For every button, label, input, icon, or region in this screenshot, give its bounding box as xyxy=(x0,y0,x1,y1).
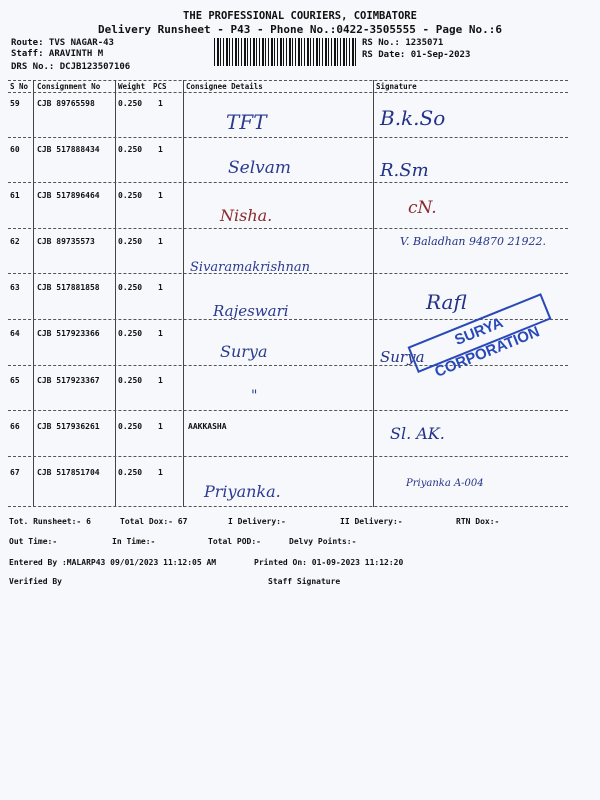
staff-signature: Staff Signature xyxy=(268,577,341,586)
runsheet-title: Delivery Runsheet - P43 - Phone No.:0422-3505555 - Page No.:6 xyxy=(98,23,502,36)
row-consignee: TFT xyxy=(226,110,267,134)
row-weight: 0.250 xyxy=(118,283,143,292)
table-top-border xyxy=(8,80,568,81)
row-divider xyxy=(8,410,568,411)
row-consignment: CJB 517888434 xyxy=(37,145,100,154)
row-divider xyxy=(8,456,568,457)
col-divider xyxy=(373,80,374,507)
row-pcs: 1 xyxy=(158,376,163,385)
row-signature: V. Baladhan 94870 21922. xyxy=(400,235,546,248)
row-pcs: 1 xyxy=(158,99,163,108)
row-consignment: CJB 517851704 xyxy=(37,468,100,477)
row-weight: 0.250 xyxy=(118,376,143,385)
row-sno: 64 xyxy=(10,329,20,338)
row-consignee: Selvam xyxy=(228,158,292,178)
row-consignee: Rajeswari xyxy=(213,302,289,320)
row-pcs: 1 xyxy=(158,237,163,246)
delvy-points: Delvy Points:- xyxy=(289,537,357,546)
col-header-weight: Weight xyxy=(118,82,146,91)
rtn-dox: RTN Dox:- xyxy=(456,517,500,526)
row-consignee: Sivaramakrishnan xyxy=(190,260,310,275)
row-consignee: " xyxy=(251,388,258,404)
tot-runsheet: Tot. Runsheet:- 6 xyxy=(9,517,91,526)
row-consignment: CJB 517923366 xyxy=(37,329,100,338)
row-sno: 59 xyxy=(10,99,20,108)
row-consignee: Priyanka. xyxy=(204,482,281,501)
row-sno: 62 xyxy=(10,237,20,246)
row-weight: 0.250 xyxy=(118,329,143,338)
row-consignee: Nisha. xyxy=(220,206,273,225)
table-bottom-border xyxy=(8,506,568,507)
row-divider xyxy=(8,137,568,138)
total-pod: Total POD:- xyxy=(208,537,261,546)
row-consignment: CJB 517881858 xyxy=(37,283,100,292)
col-header-pcs: PCS xyxy=(153,82,167,91)
barcode xyxy=(214,38,357,66)
printed-on: Printed On: 01-09-2023 11:12:20 xyxy=(254,558,404,567)
row-weight: 0.250 xyxy=(118,468,143,477)
rs-number: RS No.: 1235071 xyxy=(362,38,444,48)
route-label: Route: TVS NAGAR-43 xyxy=(11,38,114,48)
row-divider xyxy=(8,228,568,229)
row-pcs: 1 xyxy=(158,283,163,292)
runsheet-table xyxy=(8,80,568,507)
row-sno: 66 xyxy=(10,422,20,431)
i-delivery: I Delivery:- xyxy=(228,517,286,526)
row-sno: 63 xyxy=(10,283,20,292)
row-signature: B.k.So xyxy=(380,106,446,130)
row-pcs: 1 xyxy=(158,329,163,338)
row-consignment: CJB 517936261 xyxy=(37,422,100,431)
col-divider xyxy=(115,80,116,507)
row-weight: 0.250 xyxy=(118,422,143,431)
row-signature: cN. xyxy=(408,198,437,218)
row-sno: 67 xyxy=(10,468,20,477)
in-time: In Time:- xyxy=(112,537,156,546)
total-dox: Total Dox:- 67 xyxy=(120,517,188,526)
row-signature: Priyanka A-004 xyxy=(406,478,484,489)
row-sno: 61 xyxy=(10,191,20,200)
drs-number: DRS No.: DCJB123507106 xyxy=(11,62,131,72)
rs-date: RS Date: 01-Sep-2023 xyxy=(362,50,471,60)
company-stamp: SURYA CORPORATION xyxy=(408,293,552,373)
staff-label: Staff: ARAVINTH M xyxy=(11,49,104,59)
row-pcs: 1 xyxy=(158,145,163,154)
row-pcs: 1 xyxy=(158,468,163,477)
row-sno: 65 xyxy=(10,376,20,385)
row-pcs: 1 xyxy=(158,422,163,431)
col-header-signature: Signature xyxy=(376,82,417,91)
col-header-sno: S No xyxy=(10,82,29,91)
row-signature: Surya xyxy=(380,348,425,366)
row-pcs: 1 xyxy=(158,191,163,200)
col-header-consignment: Consignment No xyxy=(37,82,101,91)
row-signature: Sl. AK. xyxy=(390,424,445,443)
row-weight: 0.250 xyxy=(118,99,143,108)
col-header-consignee: Consignee Details xyxy=(186,82,263,91)
row-divider xyxy=(8,182,568,183)
verified-by: Verified By xyxy=(9,577,62,586)
row-signature: Rafl xyxy=(426,290,467,314)
row-consignee: Surya xyxy=(220,342,268,361)
row-sno: 60 xyxy=(10,145,20,154)
row-weight: 0.250 xyxy=(118,237,143,246)
row-weight: 0.250 xyxy=(118,145,143,154)
header-divider xyxy=(8,92,568,93)
row-consignment: CJB 517896464 xyxy=(37,191,100,200)
company-name: THE PROFESSIONAL COURIERS, COIMBATORE xyxy=(183,10,417,22)
col-divider xyxy=(183,80,184,507)
col-divider xyxy=(33,80,34,507)
row-consignment: CJB 517923367 xyxy=(37,376,100,385)
row-weight: 0.250 xyxy=(118,191,143,200)
row-consignment: CJB 89735573 xyxy=(37,237,95,246)
entered-by: Entered By :MALARP43 09/01/2023 11:12:05 AM xyxy=(9,558,217,567)
ii-delivery: II Delivery:- xyxy=(340,517,403,526)
row-consignee: AAKKASHA xyxy=(188,422,227,431)
row-signature: R.Sm xyxy=(380,160,429,181)
row-consignment: CJB 89765598 xyxy=(37,99,95,108)
out-time: Out Time:- xyxy=(9,537,58,546)
